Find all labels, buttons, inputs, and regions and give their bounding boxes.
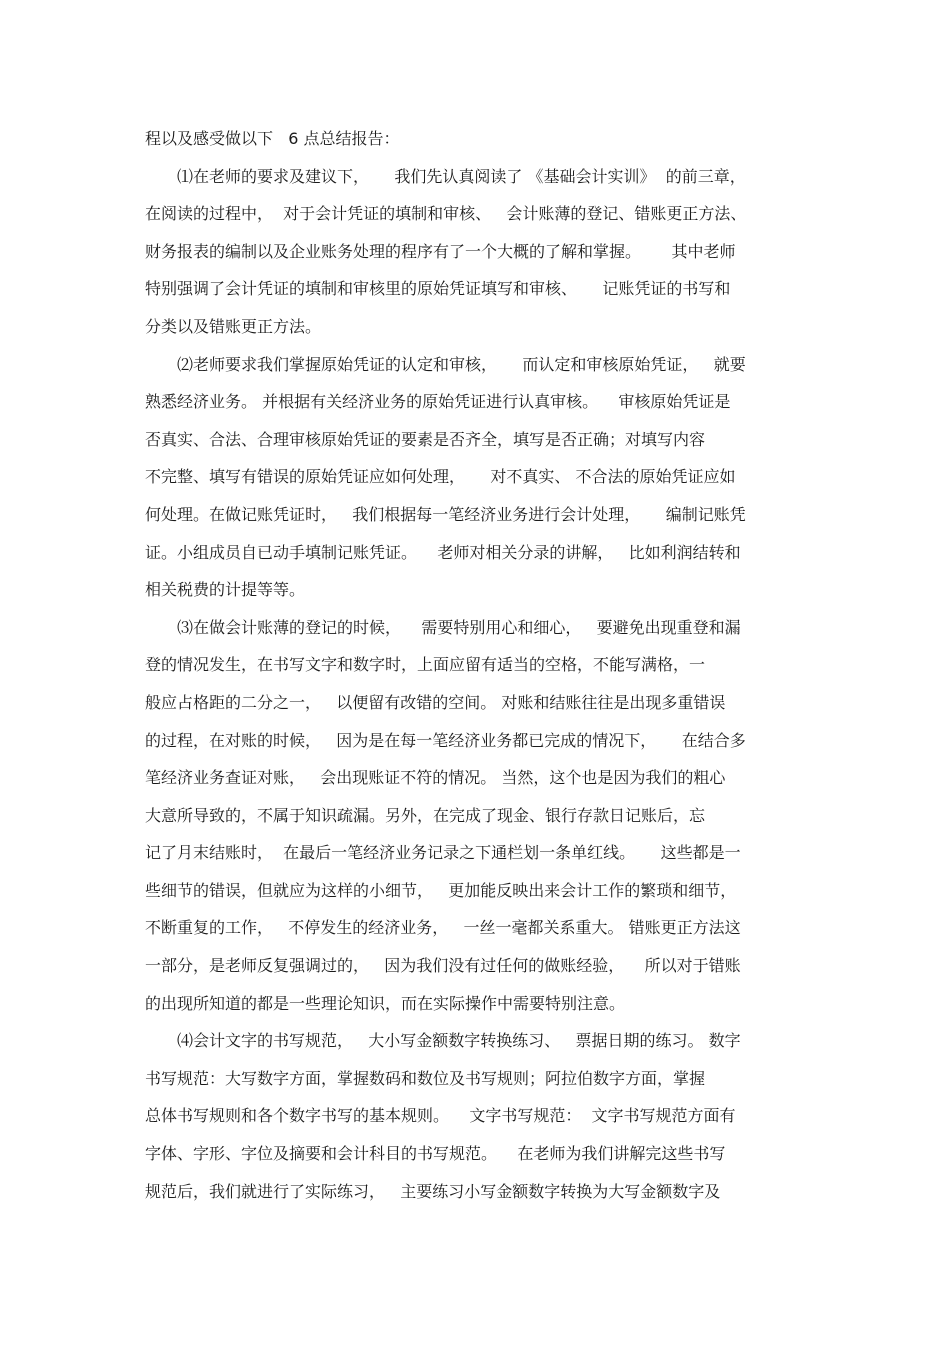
text-line: ⑶在做会计账薄的登记的时候， 需要特别用心和细心， 要避免出现重登和漏: [177, 617, 741, 637]
text-line: 书写规范：大写数字方面，掌握数码和数位及书写规则；阿拉伯数字方面，掌握: [145, 1068, 706, 1088]
text-line: 否真实、合法、合理审核原始凭证的要素是否齐全，填写是否正确；对填写内容: [145, 429, 706, 449]
text-line: 证。小组成员自已动手填制记账凭证。 老师对相关分录的讲解， 比如利润结转和: [145, 542, 741, 562]
text-line: 财务报表的编制以及企业账务处理的程序有了一个大概的了解和掌握。 其中老师: [145, 241, 736, 261]
text-line: 程以及感受做以下 6 点总结报告：: [145, 129, 400, 148]
text-line: 大意所导致的，不属于知识疏漏。另外，在完成了现金、银行存款日记账后，忘: [145, 805, 706, 825]
text-line: ⑴在老师的要求及建议下， 我们先认真阅读了 《基础会计实训》 的前三章，: [177, 166, 746, 186]
text-line: 熟悉经济业务。 并根据有关经济业务的原始凭证进行认真审核。 审核原始凭证是: [145, 392, 731, 412]
text-line: 分类以及错账更正方法。: [145, 316, 322, 336]
text-line: 的过程，在对账的时候， 因为是在每一笔经济业务都已完成的情况下， 在结合多: [145, 730, 746, 750]
text-line: ⑷会计文字的书写规范， 大小写金额数字转换练习、 票据日期的练习。 数字: [177, 1031, 741, 1051]
text-line: 记了月末结账时， 在最后一笔经济业务记录之下通栏划一条单红线。 这些都是一: [145, 843, 741, 863]
text-line: ⑵老师要求我们掌握原始凭证的认定和审核， 而认定和审核原始凭证， 就要: [177, 354, 746, 374]
text-line: 一部分，是老师反复强调过的， 因为我们没有过任何的做账经验， 所以对于错账: [145, 956, 741, 976]
text-line: 相关税费的计提等等。: [145, 580, 306, 600]
text-line: 般应占格距的二分之一， 以便留有改错的空间。 对账和结账往往是出现多重错误: [145, 692, 726, 712]
text-line: 总体书写规则和各个数字书写的基本规则。 文字书写规范： 文字书写规范方面有: [145, 1106, 736, 1126]
text-line: 的出现所知道的都是一些理论知识，而在实际操作中需要特别注意。: [145, 993, 626, 1013]
text-line: 在阅读的过程中， 对于会计凭证的填制和审核、 会计账薄的登记、错账更正方法、: [145, 204, 747, 224]
text-line: 登的情况发生，在书写文字和数字时，上面应留有适当的空格，不能写满格，一: [145, 655, 706, 675]
text-line: 不断重复的工作， 不停发生的经济业务， 一丝一毫都关系重大。 错账更正方法这: [145, 918, 741, 938]
text-line: 些细节的错误，但就应为这样的小细节， 更加能反映出来会计工作的繁琐和细节，: [145, 880, 737, 900]
text-line: 特别强调了会计凭证的填制和审核里的原始凭证填写和审核、 记账凭证的书写和: [145, 279, 731, 299]
text-line: 何处理。在做记账凭证时， 我们根据每一笔经济业务进行会计处理， 编制记账凭: [145, 504, 746, 524]
body-text: [145, 120, 815, 1210]
text-line: 字体、字形、字位及摘要和会计科目的书写规范。 在老师为我们讲解完这些书写: [145, 1144, 726, 1164]
text-line: 不完整、填写有错误的原始凭证应如何处理， 对不真实、 不合法的原始凭证应如: [145, 467, 736, 487]
text-line: 规范后，我们就进行了实际练习， 主要练习小写金额数字转换为大写金额数字及: [145, 1181, 721, 1201]
text-line: 笔经济业务查证对账， 会出现账证不符的情况。 当然，这个也是因为我们的粗心: [145, 768, 726, 788]
